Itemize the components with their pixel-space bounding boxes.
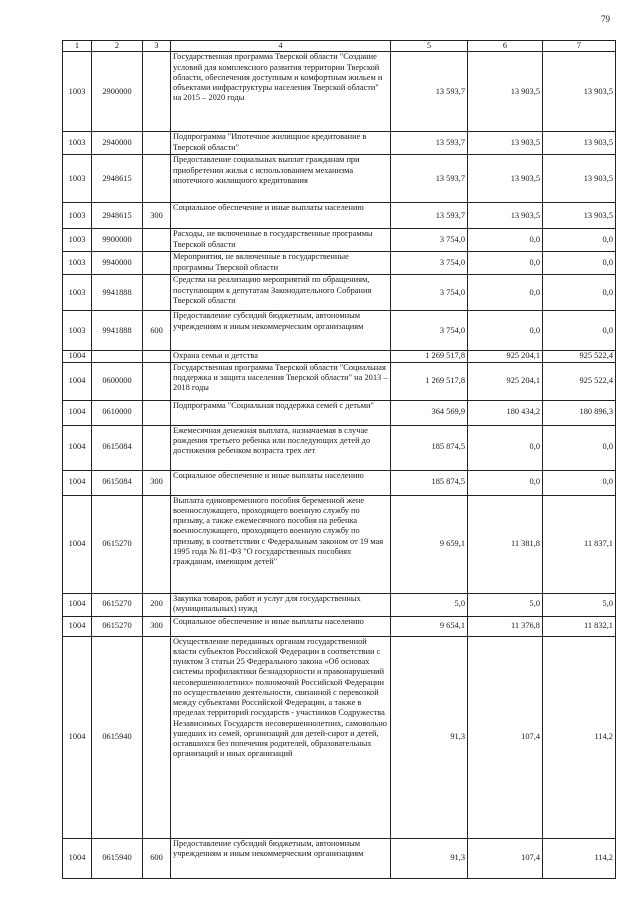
section-code: 1004 (63, 362, 92, 400)
amount-col6: 0,0 (468, 425, 543, 470)
section-code: 1004 (63, 593, 92, 616)
expense-type-code: 600 (143, 838, 171, 878)
table-row (63, 593, 616, 616)
item-name: Средства на реализацию мероприятий по обращениям, поступающим к депутатам Законодательного Собрания Тверской области (171, 275, 391, 311)
item-name: Ежемесячная денежная выплата, назначаемая в случае рождения третьего ребенка или последующих детей до достижения ребенком возраста трех лет (171, 425, 391, 470)
expense-type-code (143, 52, 171, 132)
table-row (63, 616, 616, 636)
section-code: 1004 (63, 400, 92, 425)
amount-col6: 107,4 (468, 838, 543, 878)
item-name: Закупка товаров, работ и услуг для государственных (муниципальных) нужд (171, 593, 391, 616)
target-article-code: 0615270 (92, 593, 143, 616)
section-code: 1003 (63, 132, 92, 155)
expense-type-code (143, 425, 171, 470)
item-name: Социальное обеспечение и иные выплаты населению (171, 616, 391, 636)
table-row (63, 362, 616, 400)
table-row (63, 155, 616, 203)
section-code: 1004 (63, 425, 92, 470)
page-number: 79 (601, 14, 610, 24)
section-code: 1003 (63, 52, 92, 132)
amount-col5: 185 874,5 (391, 470, 468, 495)
section-code: 1004 (63, 616, 92, 636)
section-code: 1004 (63, 470, 92, 495)
amount-col7: 114,2 (543, 838, 616, 878)
item-name: Предоставление субсидий бюджетным, автономным учреждениям и иным некоммерческим организациям (171, 311, 391, 351)
amount-col6: 13 903,5 (468, 203, 543, 229)
amount-col6: 0,0 (468, 470, 543, 495)
item-name: Охрана семьи и детства (171, 351, 391, 362)
item-name: Расходы, не включенные в государственные программы Тверской области (171, 229, 391, 252)
amount-col7: 13 903,5 (543, 132, 616, 155)
item-name: Предоставление социальных выплат гражданам при приобретении жилья с использованием механизма ипотечного жилищного кредитования (171, 155, 391, 203)
amount-col7: 0,0 (543, 425, 616, 470)
expense-type-code (143, 351, 171, 362)
section-code: 1003 (63, 155, 92, 203)
section-code: 1003 (63, 275, 92, 311)
amount-col5: 3 754,0 (391, 252, 468, 275)
amount-col5: 9 654,1 (391, 616, 468, 636)
column-header: 2 (92, 41, 143, 52)
amount-col6: 0,0 (468, 229, 543, 252)
amount-col7: 13 903,5 (543, 52, 616, 132)
table-row (63, 311, 616, 351)
section-code: 1003 (63, 311, 92, 351)
target-article-code: 9941888 (92, 311, 143, 351)
amount-col6: 925 204,1 (468, 351, 543, 362)
amount-col6: 11 376,8 (468, 616, 543, 636)
amount-col5: 5,0 (391, 593, 468, 616)
amount-col6: 11 381,8 (468, 495, 543, 593)
section-code: 1004 (63, 838, 92, 878)
item-name: Предоставление субсидий бюджетным, автономным учреждениям и иным некоммерческим организациям (171, 838, 391, 878)
expense-type-code (143, 275, 171, 311)
table-row (63, 252, 616, 275)
table-row (63, 132, 616, 155)
amount-col6: 0,0 (468, 311, 543, 351)
amount-col6: 180 434,2 (468, 400, 543, 425)
table-row (63, 351, 616, 362)
target-article-code: 2940000 (92, 132, 143, 155)
expense-type-code (143, 229, 171, 252)
amount-col6: 13 903,5 (468, 132, 543, 155)
column-header: 7 (543, 41, 616, 52)
amount-col7: 11 832,1 (543, 616, 616, 636)
section-code: 1003 (63, 203, 92, 229)
amount-col7: 925 522,4 (543, 362, 616, 400)
amount-col5: 13 593,7 (391, 52, 468, 132)
table-row (63, 275, 616, 311)
target-article-code: 2948615 (92, 155, 143, 203)
amount-col5: 1 269 517,8 (391, 351, 468, 362)
column-header: 5 (391, 41, 468, 52)
amount-col5: 91,3 (391, 838, 468, 878)
target-article-code: 2948615 (92, 203, 143, 229)
amount-col7: 11 837,1 (543, 495, 616, 593)
amount-col5: 364 569,9 (391, 400, 468, 425)
budget-table (62, 40, 616, 879)
target-article-code (92, 351, 143, 362)
amount-col5: 3 754,0 (391, 311, 468, 351)
target-article-code: 0615940 (92, 838, 143, 878)
column-header: 3 (143, 41, 171, 52)
amount-col5: 3 754,0 (391, 229, 468, 252)
expense-type-code: 600 (143, 311, 171, 351)
expense-type-code: 300 (143, 470, 171, 495)
table-row (63, 52, 616, 132)
expense-type-code (143, 400, 171, 425)
target-article-code: 0610000 (92, 400, 143, 425)
amount-col6: 0,0 (468, 252, 543, 275)
expense-type-code (143, 155, 171, 203)
expense-type-code (143, 362, 171, 400)
amount-col6: 5,0 (468, 593, 543, 616)
amount-col7: 0,0 (543, 470, 616, 495)
amount-col7: 0,0 (543, 275, 616, 311)
expense-type-code (143, 636, 171, 838)
table-row (63, 495, 616, 593)
amount-col5: 91,3 (391, 636, 468, 838)
column-number-row (63, 41, 616, 52)
amount-col5: 1 269 517,8 (391, 362, 468, 400)
expense-type-code: 300 (143, 616, 171, 636)
item-name: Социальное обеспечение и иные выплаты населению (171, 203, 391, 229)
amount-col5: 3 754,0 (391, 275, 468, 311)
section-code: 1004 (63, 351, 92, 362)
item-name: Подпрограмма "Социальная поддержка семей с детьми" (171, 400, 391, 425)
section-code: 1003 (63, 229, 92, 252)
amount-col5: 185 874,5 (391, 425, 468, 470)
target-article-code: 9940000 (92, 252, 143, 275)
amount-col7: 180 896,3 (543, 400, 616, 425)
amount-col6: 13 903,5 (468, 155, 543, 203)
amount-col7: 0,0 (543, 229, 616, 252)
amount-col5: 9 659,1 (391, 495, 468, 593)
table-row (63, 470, 616, 495)
amount-col5: 13 593,7 (391, 203, 468, 229)
expense-type-code: 300 (143, 203, 171, 229)
expense-type-code: 200 (143, 593, 171, 616)
table-row (63, 400, 616, 425)
amount-col6: 13 903,5 (468, 52, 543, 132)
amount-col7: 13 903,5 (543, 203, 616, 229)
column-header: 6 (468, 41, 543, 52)
table-row (63, 636, 616, 838)
amount-col7: 13 903,5 (543, 155, 616, 203)
target-article-code: 9900000 (92, 229, 143, 252)
table-row (63, 229, 616, 252)
target-article-code: 0615084 (92, 425, 143, 470)
item-name: Государственная программа Тверской области "Создание условий для комплексного развития территории Тверской области, обеспечения доступным и комфортным жильем и объектами инфраструктуры населения Тверской области" на 2015 – 2020 годы (171, 52, 391, 132)
item-name: Государственная программа Тверской области "Социальная поддержка и защита населения Тверской области" на 2013 – 2018 годы (171, 362, 391, 400)
amount-col6: 107,4 (468, 636, 543, 838)
amount-col7: 0,0 (543, 311, 616, 351)
amount-col5: 13 593,7 (391, 155, 468, 203)
target-article-code: 0600000 (92, 362, 143, 400)
target-article-code: 0615270 (92, 616, 143, 636)
table-row (63, 203, 616, 229)
table-row (63, 838, 616, 878)
expense-type-code (143, 132, 171, 155)
column-header: 4 (171, 41, 391, 52)
section-code: 1004 (63, 495, 92, 593)
expense-type-code (143, 495, 171, 593)
target-article-code: 2900000 (92, 52, 143, 132)
amount-col7: 114,2 (543, 636, 616, 838)
table-row (63, 425, 616, 470)
target-article-code: 0615270 (92, 495, 143, 593)
item-name: Осуществление переданных органам государственной власти субъектов Российской Федерации в соответствии с пунктом 3 статьи 25 Федерального закона «Об основах системы профилактики безнадзорности и правонарушений несовершеннолетних» полномочий Российской Федерации по осуществлению деятельности, связанной с перевозкой между субъектами Российской Федерации, а также в пределах территорий государств - участников Содружества Независимых Государств несовершеннолетних, самовольно ушедших из семей, организаций для детей-сирот и детей, оставшихся без попечения родителей, образовательных организаций и иных организаций (171, 636, 391, 838)
section-code: 1003 (63, 252, 92, 275)
item-name: Социальное обеспечение и иные выплаты населению (171, 470, 391, 495)
amount-col5: 13 593,7 (391, 132, 468, 155)
amount-col7: 5,0 (543, 593, 616, 616)
item-name: Подпрограмма "Ипотечное жилищное кредитование в Тверской области" (171, 132, 391, 155)
expense-type-code (143, 252, 171, 275)
section-code: 1004 (63, 636, 92, 838)
amount-col7: 925 522,4 (543, 351, 616, 362)
target-article-code: 0615940 (92, 636, 143, 838)
column-header: 1 (63, 41, 92, 52)
target-article-code: 0615084 (92, 470, 143, 495)
amount-col6: 0,0 (468, 275, 543, 311)
target-article-code: 9941888 (92, 275, 143, 311)
amount-col6: 925 204,1 (468, 362, 543, 400)
amount-col7: 0,0 (543, 252, 616, 275)
item-name: Мероприятия, не включенные в государственные программы Тверской области (171, 252, 391, 275)
item-name: Выплата единовременного пособия беременной жене военнослужащего, проходящего военную службу по призыву, а также ежемесячного пособия на ребенка военнослужащего, проходящего военную службу по призыву, в соответствии с Федеральным законом от 19 мая 1995 года № 81-ФЗ "О государственных пособиях гражданам, имеющим детей" (171, 495, 391, 593)
